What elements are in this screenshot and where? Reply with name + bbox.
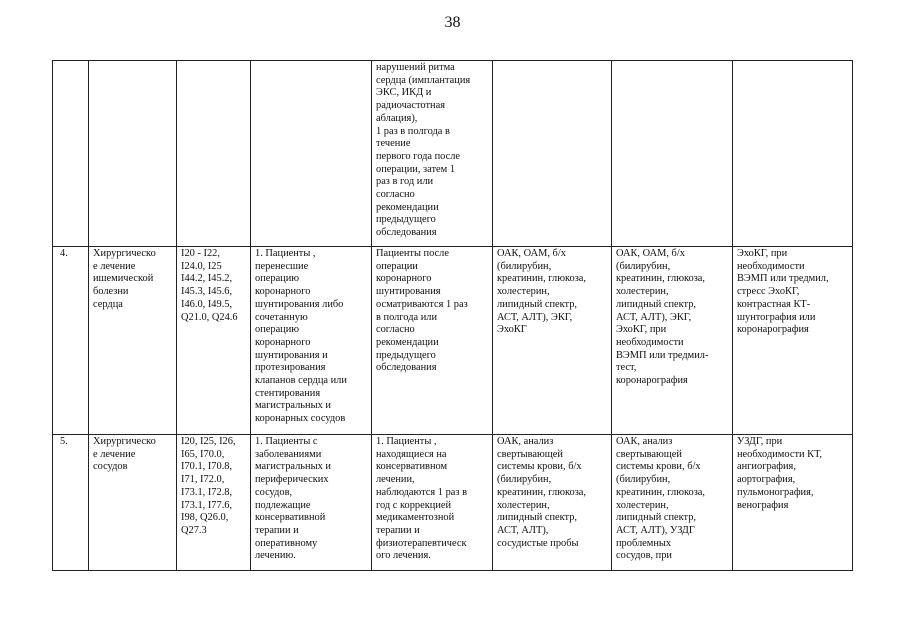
table-row	[53, 247, 853, 435]
table-row	[53, 435, 853, 571]
patient-group-cell	[251, 61, 372, 247]
procedure-name-cell	[89, 61, 177, 247]
icd-codes-cell: I20 - I22, I24.0, I25 I44.2, I45.2, I45.3, I45.6, I46.0, I49.5, Q21.0, Q24.6	[177, 247, 251, 435]
observation-frequency-cell: нарушений ритма сердца (имплантация ЭКС, ИКД и радиочастотная аблация), 1 раз в полгода в течение первого года после операции, затем 1 раз в год или согласно рекомендации предыдущего обследования	[372, 61, 493, 247]
page-number: 38	[444, 14, 461, 31]
patient-group-cell: 1. Пациенты , перенесшие операцию коронарного шунтирования либо сочетанную операцию коронарного шунтирования и протезирования клапанов сердца или стентирования магистральных и коронарных сосудов	[251, 247, 372, 435]
table-row	[53, 61, 853, 247]
row-number-cell: 4.	[53, 247, 89, 435]
basic-exam-cell: ОАК, анализ свертывающей системы крови, б/х (билирубин, креатинин, глюкоза, холестерин, липидный спектр, АСТ, АЛТ), сосудистые пробы	[493, 435, 612, 571]
observation-frequency-cell: Пациенты после операции коронарного шунтирования осматриваются 1 раз в полгода или согласно рекомендации предыдущего обследования	[372, 247, 493, 435]
basic-exam-cell: ОАК, ОАМ, б/х (билирубин, креатинин, глюкоза, холестерин, липидный спектр, АСТ, АЛТ), ЭКГ, ЭхоКГ	[493, 247, 612, 435]
special-exam-cell: УЗДГ, при необходимости КТ, ангиография, аортография, пульмонография, венография	[733, 435, 853, 571]
row-number-cell: 5.	[53, 435, 89, 571]
special-exam-cell: ЭхоКГ, при необходимости ВЭМП или тредмил, стресс ЭхоКГ, контрастная КТ- шунтография или коронарография	[733, 247, 853, 435]
patient-group-cell: 1. Пациенты с заболеваниями магистральных и периферических сосудов, подлежащие консервативной терапии и оперативному лечению.	[251, 435, 372, 571]
extended-exam-cell: ОАК, анализ свертывающей системы крови, б/х (билирубин, креатинин, глюкоза, холестерин, липидный спектр, АСТ, АЛТ), УЗДГ проблемных сосудов, при	[612, 435, 733, 571]
observation-frequency-cell: 1. Пациенты , находящиеся на консервативном лечении, наблюдаются 1 раз в год с коррекцией медикаментозной терапии и физиотерапевтическ ого лечения.	[372, 435, 493, 571]
icd-codes-cell: I20, I25, I26, I65, I70.0, I70.1, I70.8, I71, I72.0, I73.1, I72.8, I73.1, I77.6, I98, Q26.0, Q27.3	[177, 435, 251, 571]
extended-exam-cell	[612, 61, 733, 247]
basic-exam-cell	[493, 61, 612, 247]
procedure-name-cell: Хирургическо е лечение сосудов	[89, 435, 177, 571]
clinical-observation-table	[52, 60, 853, 571]
row-number-cell	[53, 61, 89, 247]
special-exam-cell	[733, 61, 853, 247]
procedure-name-cell: Хирургическо е лечение ишемической болезни сердца	[89, 247, 177, 435]
extended-exam-cell: ОАК, ОАМ, б/х (билирубин, креатинин, глюкоза, холестерин, липидный спектр, АСТ, АЛТ), ЭКГ, ЭхоКГ, при необходимости ВЭМП или тредмил- тест, коронарография	[612, 247, 733, 435]
icd-codes-cell	[177, 61, 251, 247]
